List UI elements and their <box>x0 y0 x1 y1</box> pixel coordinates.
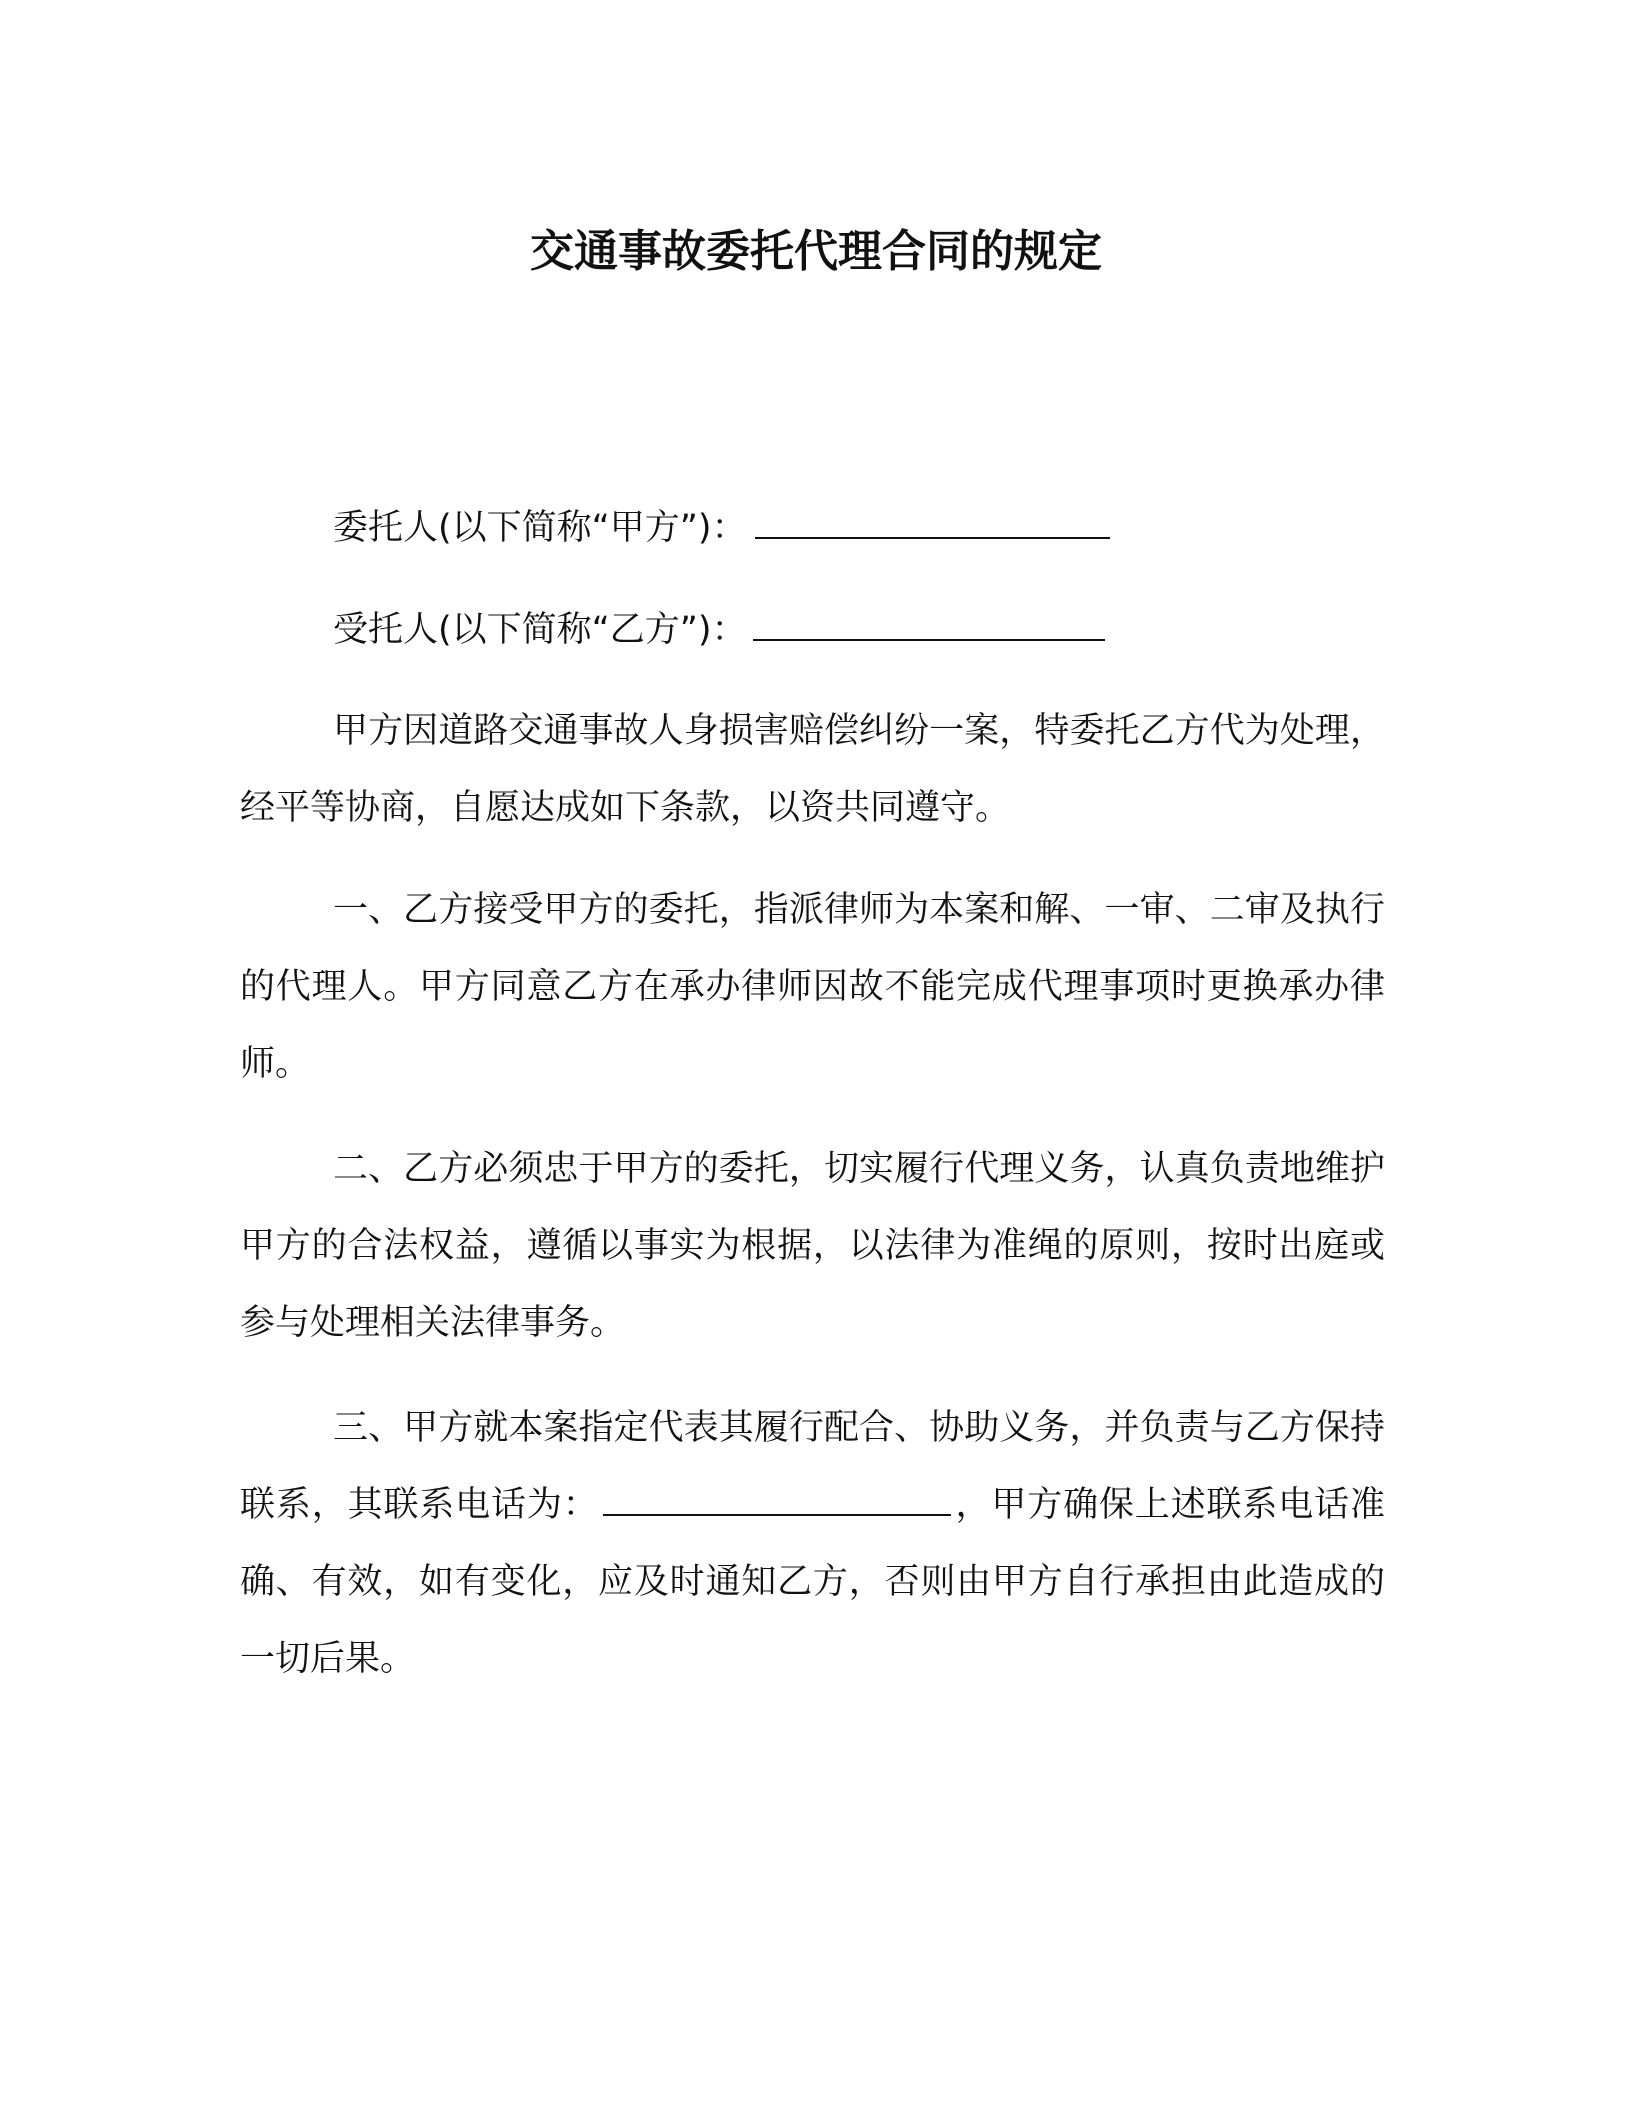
phone-blank <box>603 1484 951 1516</box>
clause-3-paragraph <box>240 1390 1385 1698</box>
party-b-label: 受托人(以下简称“乙方”)： <box>333 610 747 650</box>
party-a-blank <box>755 507 1110 539</box>
intro-paragraph: 甲方因道路交通事故人身损害赔偿纠纷一案，特委托乙方代为处理，经平等协商，自愿达成如下条款，以资共同遵守。 <box>240 711 1385 828</box>
clause-2-paragraph: 二、乙方必须忠于甲方的委托，切实履行代理义务，认真负责地维护甲方的合法权益，遵循以事实为根据，以法律为准绳的原则，按时出庭或参与处理相关法律事务。 <box>240 1149 1385 1343</box>
clause-1-paragraph: 一、乙方接受甲方的委托，指派律师为本案和解、一审、二审及执行的代理人。甲方同意乙方在承办律师因故不能完成代理事项时更换承办律师。 <box>240 890 1385 1084</box>
clause-3-text-before: 三、甲方就本案指定代表其履行配合、协助义务，并负责与乙方保持联系，其联系电话为： <box>240 1408 1385 1525</box>
party-b-blank <box>753 609 1105 641</box>
document-title: 交通事故委托代理合同的规定 <box>530 226 1102 277</box>
party-a-label: 委托人(以下简称“甲方”)： <box>333 508 747 548</box>
clause-3-text-after: ，甲方确保上述联系电话准确、有效，如有变化，应及时通知乙方，否则由甲方自行承担由此造成的一切后果。 <box>240 1485 1385 1679</box>
party-b-line <box>333 605 1105 655</box>
party-a-line <box>333 503 1110 553</box>
